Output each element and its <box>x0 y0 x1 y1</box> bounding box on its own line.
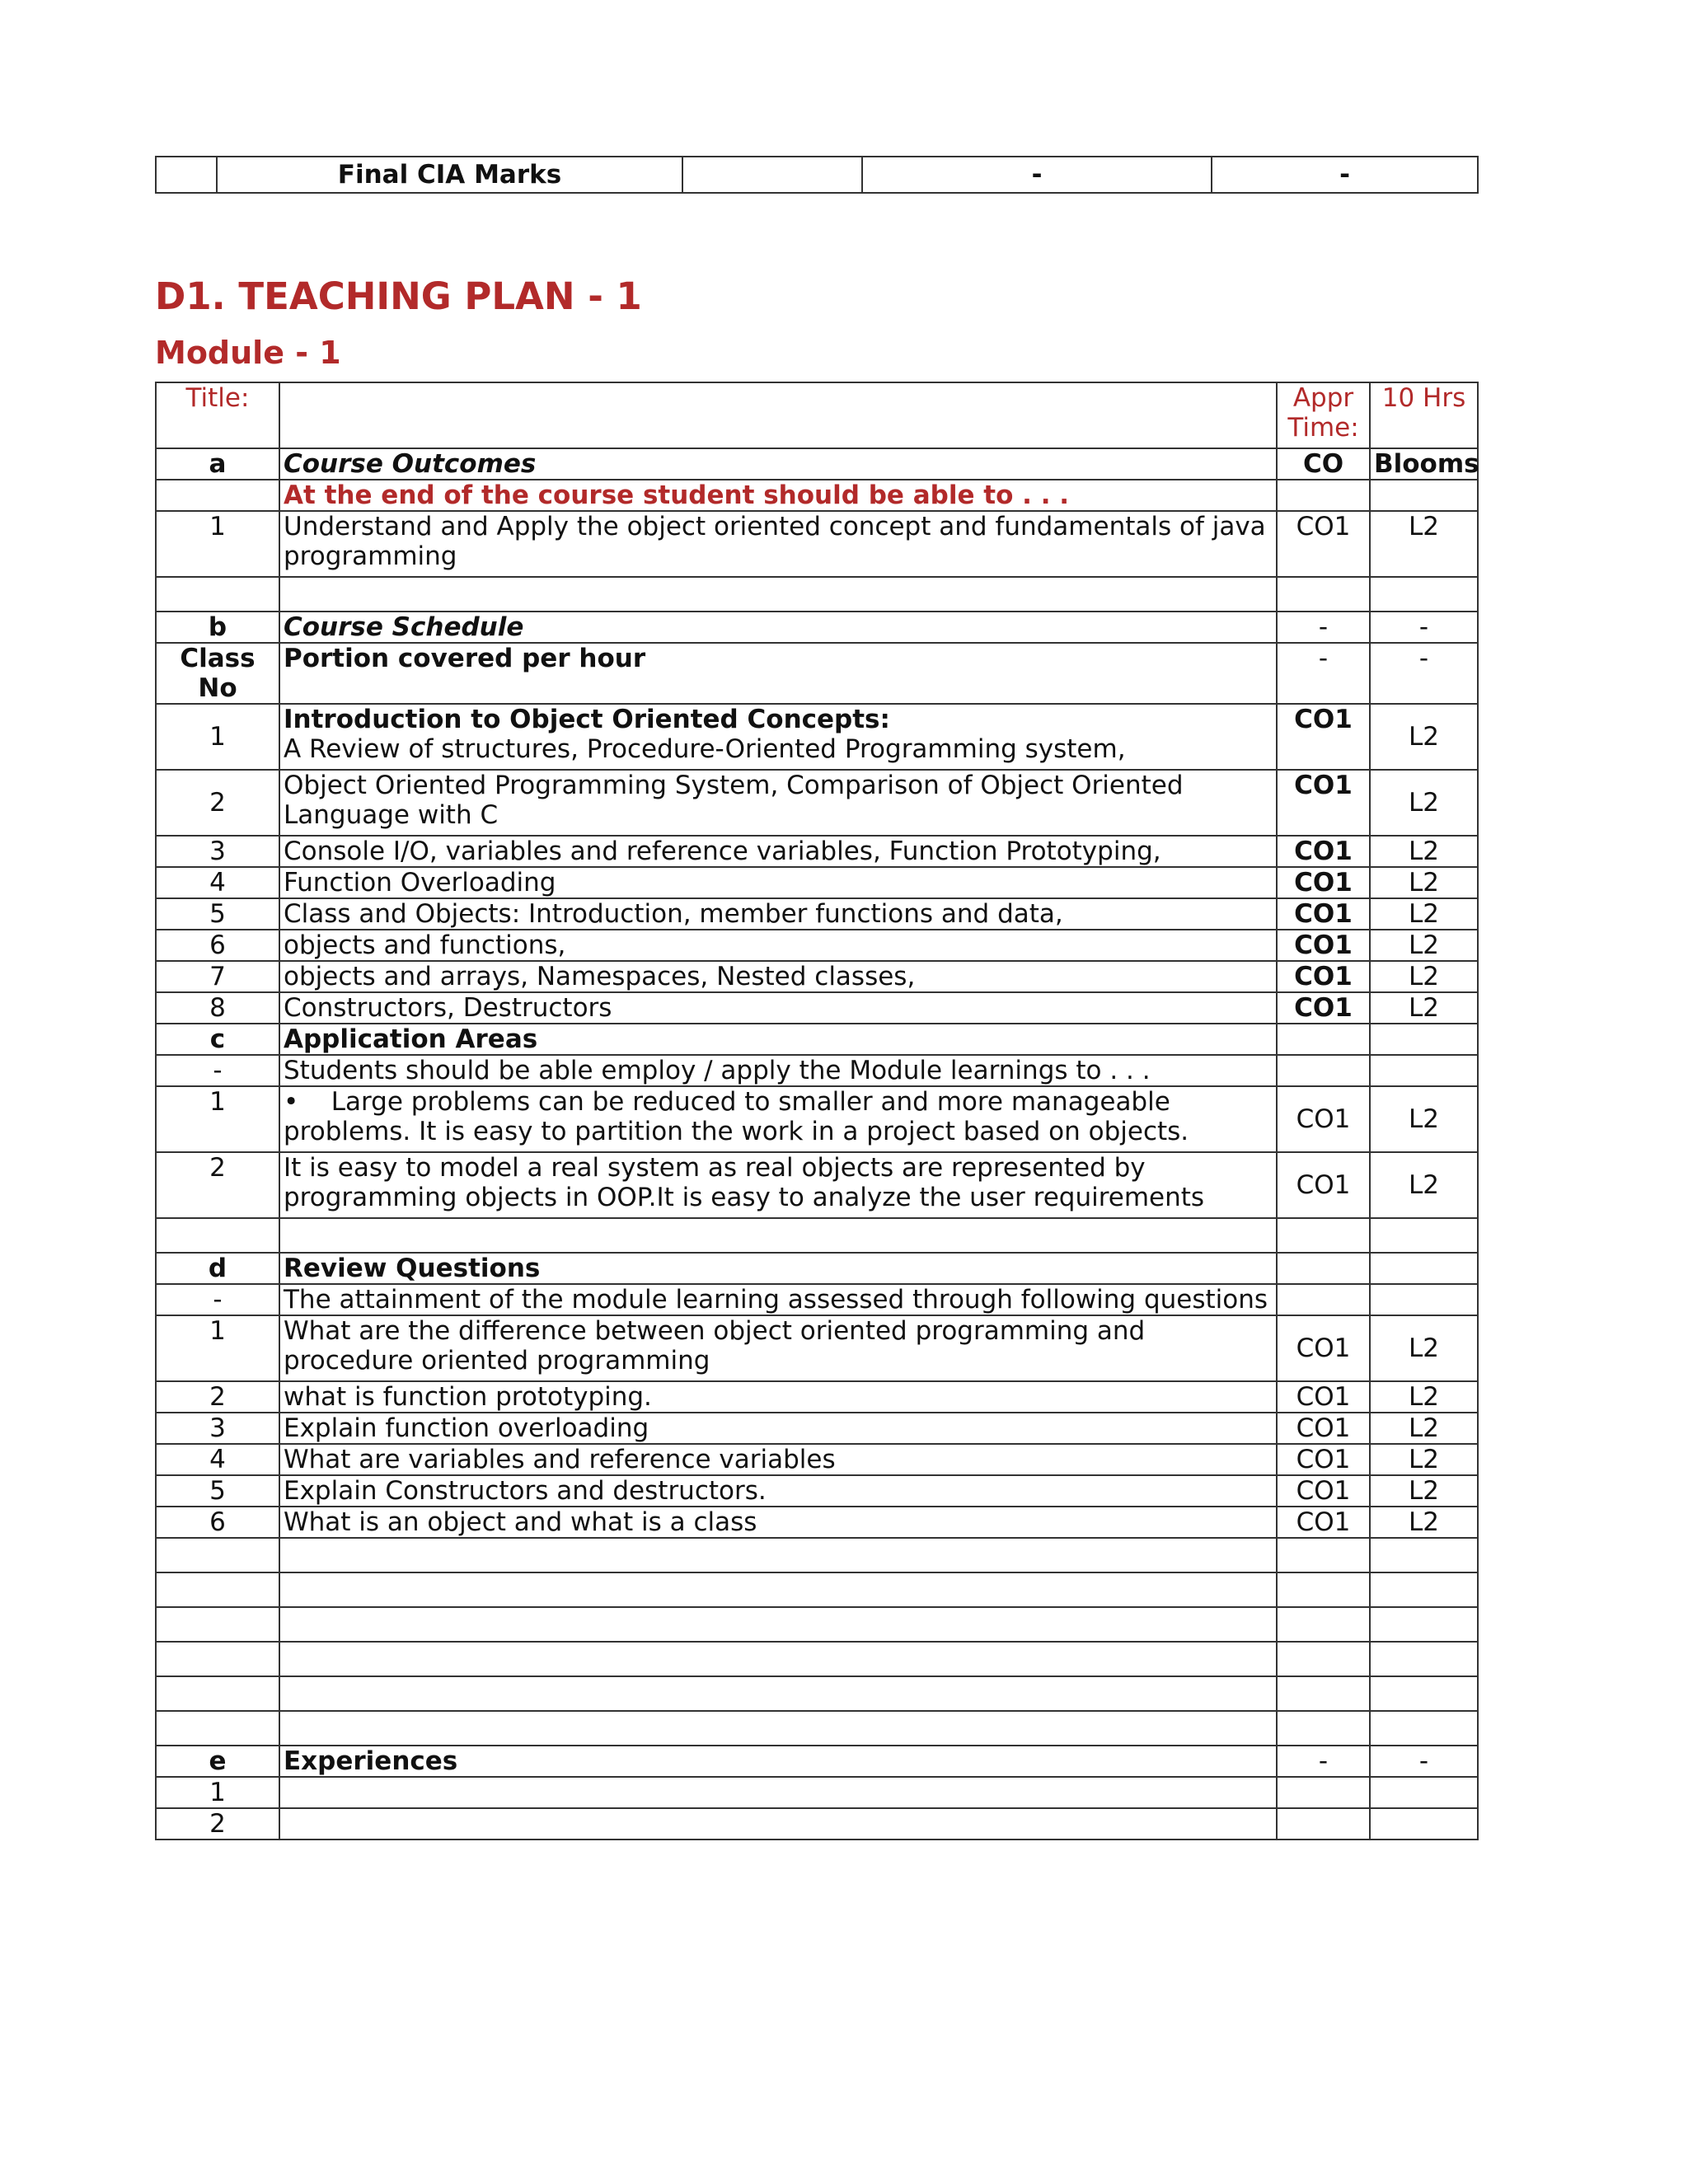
row-text: It is easy to model a real system as real objects are represented by programming objects in OOP.It is easy to analyze the user requirements <box>279 1152 1277 1218</box>
row-co: CO1 <box>1277 961 1370 992</box>
blank-row <box>156 1218 1478 1253</box>
teaching-plan-table <box>155 382 1479 1840</box>
cell-empty <box>682 157 862 193</box>
row-co: CO1 <box>1277 867 1370 898</box>
row-text: Explain function overloading <box>279 1413 1277 1444</box>
row-blooms: L2 <box>1370 898 1478 930</box>
row-blooms: - <box>1370 643 1478 704</box>
section-a-header <box>156 448 1478 480</box>
title-row <box>156 382 1478 448</box>
row-number: 4 <box>156 867 279 898</box>
section-intro: Students should be able employ / apply the Module learnings to . . . <box>279 1055 1277 1086</box>
final-cia-label: Final CIA Marks <box>217 157 682 193</box>
row-blooms: L2 <box>1370 992 1478 1024</box>
title-label: Title: <box>156 382 279 448</box>
row-number: 6 <box>156 1507 279 1538</box>
table-row <box>156 1086 1478 1152</box>
section-d-intro <box>156 1284 1478 1315</box>
cell-empty <box>1277 1808 1370 1840</box>
row-blooms: L2 <box>1370 1086 1478 1152</box>
table-row <box>156 704 1478 770</box>
cell-empty <box>1277 1055 1370 1086</box>
section-label: Application Areas <box>279 1024 1277 1055</box>
row-text: • Large problems can be reduced to smaller and more manageable problems. It is easy to partition the work in a project based on objects. <box>279 1086 1277 1152</box>
table-row <box>156 770 1478 836</box>
row-text: What is an object and what is a class <box>279 1507 1277 1538</box>
class-no-header: Class No <box>156 643 279 704</box>
blooms-column-header: Blooms <box>1370 448 1478 480</box>
row-number: 3 <box>156 836 279 867</box>
row-blooms: L2 <box>1370 1444 1478 1475</box>
blank-row <box>156 1676 1478 1711</box>
table-row <box>156 992 1478 1024</box>
row-text: Function Overloading <box>279 867 1277 898</box>
row-blooms: L2 <box>1370 1475 1478 1507</box>
cell-empty <box>1277 1253 1370 1284</box>
row-co: - <box>1277 643 1370 704</box>
section-label: Course Schedule <box>279 612 1277 643</box>
row-text: Explain Constructors and destructors. <box>279 1475 1277 1507</box>
row-blooms: L2 <box>1370 1413 1478 1444</box>
final-cia-col5: - <box>1212 157 1478 193</box>
table-row <box>156 1315 1478 1381</box>
cell-empty <box>156 480 279 511</box>
portion-header: Portion covered per hour <box>279 643 1277 704</box>
cell-empty <box>1277 1024 1370 1055</box>
row-text: What are variables and reference variables <box>279 1444 1277 1475</box>
row-text: Object Oriented Programming System, Comparison of Object Oriented Language with C <box>279 770 1277 836</box>
section-c-header <box>156 1024 1478 1055</box>
row-co: CO1 <box>1277 1315 1370 1381</box>
row-blooms: - <box>1370 612 1478 643</box>
section-intro: At the end of the course student should be able to . . . <box>279 480 1277 511</box>
row-text: What are the difference between object oriented programming and procedure oriented programming <box>279 1315 1277 1381</box>
row-co: CO1 <box>1277 930 1370 961</box>
blank-row <box>156 1642 1478 1676</box>
section-b-header <box>156 612 1478 643</box>
cell-empty <box>1370 1253 1478 1284</box>
table-row <box>156 898 1478 930</box>
cell-empty <box>1370 1808 1478 1840</box>
section-intro: The attainment of the module learning assessed through following questions <box>279 1284 1277 1315</box>
section-key: e <box>156 1746 279 1777</box>
row-number: - <box>156 1055 279 1086</box>
row-text: what is function prototyping. <box>279 1381 1277 1413</box>
co-column-header: CO <box>1277 448 1370 480</box>
row-number: 2 <box>156 1381 279 1413</box>
table-row <box>156 867 1478 898</box>
row-number: 6 <box>156 930 279 961</box>
row-co: CO1 <box>1277 992 1370 1024</box>
row-number: 1 <box>156 704 279 770</box>
table-row <box>156 1507 1478 1538</box>
cell-empty <box>1277 1284 1370 1315</box>
section-d-header <box>156 1253 1478 1284</box>
blank-row <box>156 577 1478 612</box>
blank-row <box>156 1538 1478 1572</box>
row-co: - <box>1277 612 1370 643</box>
row-number: 1 <box>156 1777 279 1808</box>
row-number: 3 <box>156 1413 279 1444</box>
cell-empty <box>1370 1777 1478 1808</box>
row-co: CO1 <box>1277 898 1370 930</box>
row-co: CO1 <box>1277 1444 1370 1475</box>
row-blooms: L2 <box>1370 836 1478 867</box>
row-blooms: L2 <box>1370 961 1478 992</box>
row-number: 1 <box>156 511 279 577</box>
row-number: 2 <box>156 1152 279 1218</box>
cell-empty <box>1370 1055 1478 1086</box>
row-co: CO1 <box>1277 704 1370 770</box>
table-row <box>156 1777 1478 1808</box>
row-blooms: L2 <box>1370 930 1478 961</box>
row-co: CO1 <box>1277 1381 1370 1413</box>
table-row <box>156 1808 1478 1840</box>
row-blooms: L2 <box>1370 704 1478 770</box>
row-co: CO1 <box>1277 1152 1370 1218</box>
appr-time-label: Appr Time: <box>1277 382 1370 448</box>
row-text <box>279 1808 1277 1840</box>
row-number: 2 <box>156 770 279 836</box>
row-text <box>279 704 1277 770</box>
final-cia-col4: - <box>862 157 1212 193</box>
section-key: b <box>156 612 279 643</box>
table-row <box>156 961 1478 992</box>
row-detail: A Review of structures, Procedure-Oriented Programming system, <box>284 734 1126 764</box>
row-text <box>279 1777 1277 1808</box>
row-co: CO1 <box>1277 836 1370 867</box>
blank-row <box>156 1607 1478 1642</box>
row-co: CO1 <box>1277 770 1370 836</box>
row-text: Understand and Apply the object oriented concept and fundamentals of java programming <box>279 511 1277 577</box>
title-value <box>279 382 1277 448</box>
row-number: 5 <box>156 898 279 930</box>
row-text: Class and Objects: Introduction, member functions and data, <box>279 898 1277 930</box>
row-number: 8 <box>156 992 279 1024</box>
final-cia-row <box>156 157 1478 193</box>
row-number: - <box>156 1284 279 1315</box>
table-row <box>156 511 1478 577</box>
row-title: Introduction to Object Oriented Concepts: <box>284 705 890 734</box>
module-title: Module - 1 <box>155 335 341 371</box>
row-text: Console I/O, variables and reference variables, Function Prototyping, <box>279 836 1277 867</box>
table-row <box>156 930 1478 961</box>
row-number: 1 <box>156 1315 279 1381</box>
blank-row <box>156 1572 1478 1607</box>
row-co: CO1 <box>1277 1507 1370 1538</box>
row-number: 5 <box>156 1475 279 1507</box>
cell-empty <box>156 157 217 193</box>
row-text: objects and arrays, Namespaces, Nested classes, <box>279 961 1277 992</box>
row-blooms: - <box>1370 1746 1478 1777</box>
row-co: CO1 <box>1277 511 1370 577</box>
table-row <box>156 1152 1478 1218</box>
row-blooms: L2 <box>1370 1315 1478 1381</box>
row-blooms: L2 <box>1370 770 1478 836</box>
row-text: objects and functions, <box>279 930 1277 961</box>
row-text: Constructors, Destructors <box>279 992 1277 1024</box>
table-row <box>156 1475 1478 1507</box>
section-key: c <box>156 1024 279 1055</box>
row-co: - <box>1277 1746 1370 1777</box>
section-label: Review Questions <box>279 1253 1277 1284</box>
section-c-intro <box>156 1055 1478 1086</box>
row-number: 1 <box>156 1086 279 1152</box>
final-cia-table <box>155 156 1479 194</box>
cell-empty <box>1277 480 1370 511</box>
section-e-header <box>156 1746 1478 1777</box>
section-a-intro <box>156 480 1478 511</box>
blank-row <box>156 1711 1478 1746</box>
table-row <box>156 1444 1478 1475</box>
section-label: Course Outcomes <box>279 448 1277 480</box>
page-title: D1. TEACHING PLAN - 1 <box>155 274 642 318</box>
row-co: CO1 <box>1277 1086 1370 1152</box>
cell-empty <box>1277 1777 1370 1808</box>
row-number: 7 <box>156 961 279 992</box>
section-b-subheader <box>156 643 1478 704</box>
row-number: 2 <box>156 1808 279 1840</box>
table-row <box>156 1413 1478 1444</box>
row-co: CO1 <box>1277 1413 1370 1444</box>
row-blooms: L2 <box>1370 1381 1478 1413</box>
section-key: d <box>156 1253 279 1284</box>
row-number: 4 <box>156 1444 279 1475</box>
table-row <box>156 836 1478 867</box>
cell-empty <box>1370 1284 1478 1315</box>
row-blooms: L2 <box>1370 1152 1478 1218</box>
section-label: Experiences <box>279 1746 1277 1777</box>
row-blooms: L2 <box>1370 1507 1478 1538</box>
section-key: a <box>156 448 279 480</box>
cell-empty <box>1370 1024 1478 1055</box>
cell-empty <box>1370 480 1478 511</box>
table-row <box>156 1381 1478 1413</box>
row-blooms: L2 <box>1370 867 1478 898</box>
row-blooms: L2 <box>1370 511 1478 577</box>
hours-value: 10 Hrs <box>1370 382 1478 448</box>
row-co: CO1 <box>1277 1475 1370 1507</box>
